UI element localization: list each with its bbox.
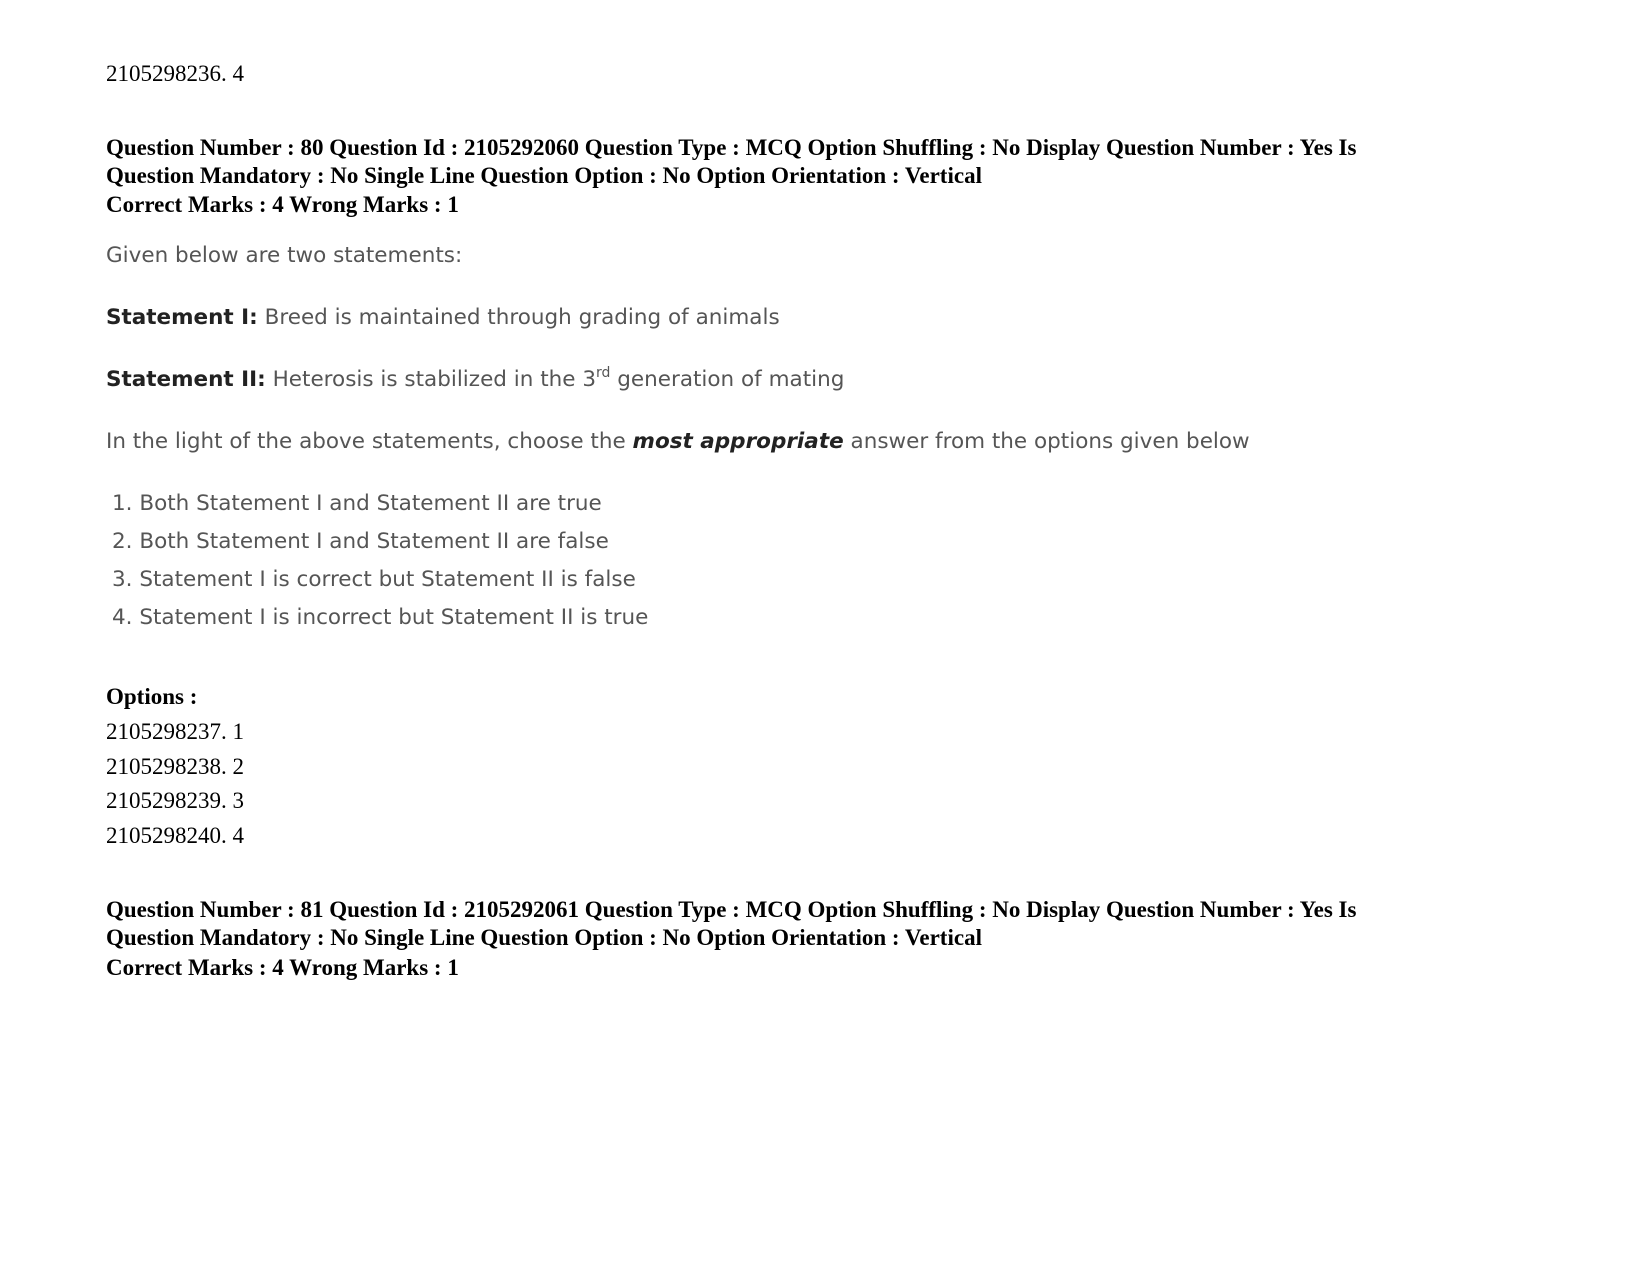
question-80-marks: Correct Marks : 4 Wrong Marks : 1 bbox=[106, 192, 459, 217]
statement-2-text-a: Heterosis is stabilized in the 3 bbox=[265, 367, 597, 392]
statement-1-label: Statement I: bbox=[106, 305, 258, 330]
question-intro: Given below are two statements: bbox=[106, 243, 463, 268]
statement-1-text: Breed is maintained through grading of animals bbox=[257, 305, 780, 330]
statement-2 bbox=[106, 361, 1306, 399]
question-80-meta-line1: Question Number : 80 Question Id : 2105292060 Question Type : MCQ Option Shuffling : No Display Question Number : Yes Is bbox=[106, 135, 1357, 160]
statement-1 bbox=[106, 299, 1306, 337]
choice-list bbox=[106, 485, 1306, 637]
choice-item: 1. Both Statement I and Statement II are true bbox=[112, 491, 602, 516]
question-81-meta bbox=[106, 896, 1586, 952]
option-id-item: 2105298237. 1 bbox=[106, 719, 244, 744]
prompt-text-b: answer from the options given below bbox=[843, 429, 1250, 454]
prompt-emphasis: most appropriate bbox=[632, 429, 844, 454]
question-80-meta bbox=[106, 134, 1586, 190]
question-81-marks: Correct Marks : 4 Wrong Marks : 1 bbox=[106, 955, 459, 980]
option-id-item: 2105298240. 4 bbox=[106, 822, 244, 848]
option-id-item: 2105298238. 2 bbox=[106, 753, 244, 779]
statement-2-superscript: rd bbox=[596, 365, 611, 381]
previous-option-line: 2105298236. 4 bbox=[106, 61, 244, 86]
statement-2-label: Statement II: bbox=[106, 367, 266, 392]
option-id-item: 2105298239. 3 bbox=[106, 788, 244, 813]
option-id-list bbox=[106, 715, 244, 853]
options-label: Options : bbox=[106, 684, 198, 709]
question-prompt bbox=[106, 423, 1256, 461]
question-80-body bbox=[106, 237, 1306, 637]
question-81-meta-line2: Question Mandatory : No Single Line Question Option : No Option Orientation : Vertical bbox=[106, 925, 982, 950]
choice-item: 4. Statement I is incorrect but Statement II is true bbox=[112, 605, 649, 630]
question-81-meta-line1: Question Number : 81 Question Id : 2105292061 Question Type : MCQ Option Shuffling : No Display Question Number : Yes Is bbox=[106, 897, 1357, 922]
choice-item: 2. Both Statement I and Statement II are false bbox=[112, 529, 609, 554]
prompt-text-a: In the light of the above statements, choose the bbox=[106, 429, 633, 454]
choice-item: 3. Statement I is correct but Statement II is false bbox=[112, 567, 636, 592]
question-80-meta-line2: Question Mandatory : No Single Line Question Option : No Option Orientation : Vertical bbox=[106, 163, 982, 188]
statement-2-text-b: generation of mating bbox=[610, 367, 845, 392]
